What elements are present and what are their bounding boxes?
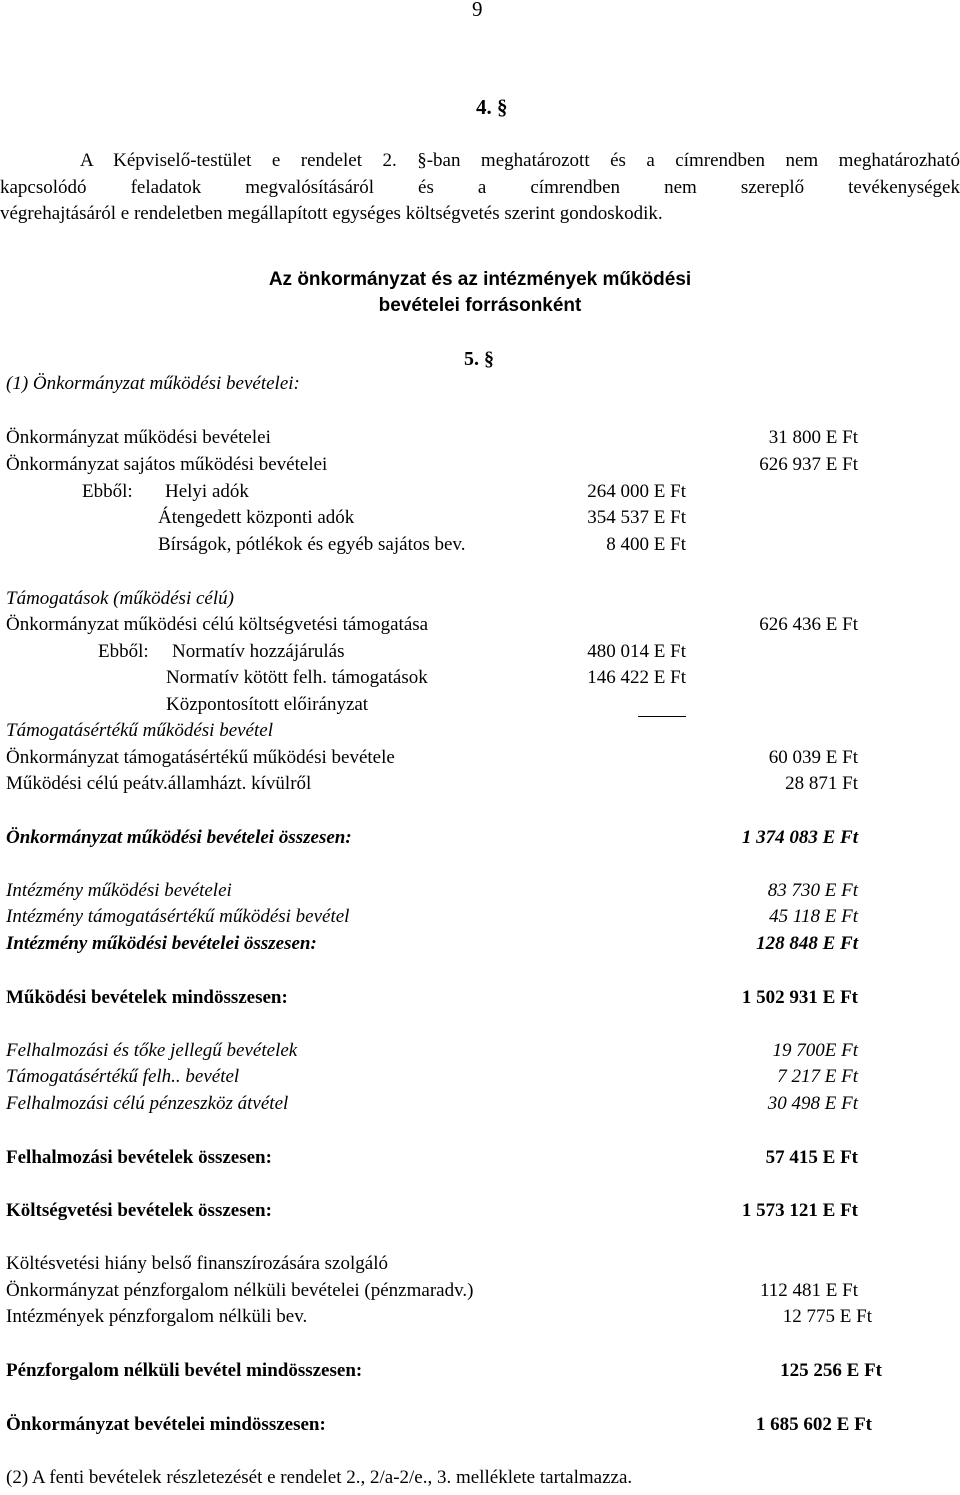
row-label: Önkormányzat támogatásértékű működési bevétele: [6, 747, 395, 768]
row-label: Önkormányzat bevételei mindösszesen:: [6, 1414, 326, 1435]
row-total: 60 039 E Ft: [768, 747, 858, 768]
paragraph-line: kapcsolódó feladatok megvalósításáról és a címrendben nem szereplő tevékenységek: [0, 176, 960, 198]
row-label: Felhalmozási és tőke jellegű bevételek: [6, 1040, 298, 1061]
row-label: Működési célú peátv.államházt. kívülről: [6, 773, 312, 794]
row-label: Intézmények pénzforgalom nélküli bev.: [6, 1306, 308, 1327]
table-heading-line2: bevételei forrásonként: [378, 295, 582, 316]
row-total: 12 775 E Ft: [782, 1306, 872, 1327]
row-total: 31 800 E Ft: [768, 427, 858, 448]
row-total: 626 436 E Ft: [759, 614, 858, 635]
row-subvalue: 354 537 E Ft: [587, 507, 686, 528]
section-4-heading: 4. §: [476, 95, 508, 119]
table-heading-line1: Az önkormányzat és az intézmények működési: [268, 269, 692, 290]
row-label: Átengedett központi adók: [158, 507, 355, 528]
row-label: Támogatásértékű működési bevétel: [6, 720, 273, 741]
row-subvalue: 146 422 E Ft: [587, 667, 686, 688]
row-total: 57 415 E Ft: [765, 1147, 858, 1168]
row-total: 1 502 931 E Ft: [741, 987, 858, 1008]
row-total: 45 118 E Ft: [769, 906, 858, 927]
row-total: 1 685 602 E Ft: [755, 1414, 872, 1435]
row-label: Központosított előirányzat: [166, 694, 369, 715]
row-total: 19 700E Ft: [772, 1040, 858, 1061]
row-total: 112 481 E Ft: [760, 1280, 858, 1301]
row-prefix: Ebből:: [82, 481, 133, 502]
row-label: Normatív hozzájárulás: [172, 641, 345, 662]
row-label: Önkormányzat pénzforgalom nélküli bevételei (pénzmaradv.): [6, 1280, 474, 1301]
row-subvalue: 264 000 E Ft: [587, 481, 686, 502]
row-label: Intézmény támogatásértékű működési bevétel: [6, 906, 350, 927]
row-label: Intézmény működési bevételei összesen:: [6, 933, 317, 954]
row-label: Működési bevételek mindösszesen:: [6, 987, 288, 1008]
row-total: 125 256 E Ft: [780, 1360, 882, 1381]
row-label: Pénzforgalom nélküli bevétel mindösszesen:: [6, 1360, 363, 1381]
row-label: Felhalmozási bevételek összesen:: [6, 1147, 272, 1168]
row-label: Felhalmozási célú pénzeszköz átvétel: [6, 1093, 289, 1114]
row-label: Költségvetési bevételek összesen:: [6, 1200, 272, 1221]
row-label: Támogatások (működési célú): [6, 588, 234, 609]
row-label: Támogatásértékű felh.. bevétel: [6, 1066, 240, 1087]
row-total: 1 573 121 E Ft: [741, 1200, 858, 1221]
paragraph-line: A Képviselő-testület e rendelet 2. §-ban meghatározott és a címrendben nem meghatározható: [80, 150, 960, 171]
row-label: Önkormányzat működési bevételei összesen:: [6, 827, 352, 848]
intro-paragraph: [0, 148, 960, 228]
row-label: Normatív kötött felh. támogatások: [166, 667, 428, 688]
subsection-1-title: (1) Önkormányzat működési bevételei:: [6, 373, 300, 394]
row-total: 28 871 Ft: [785, 773, 858, 794]
row-total: 7 217 E Ft: [777, 1066, 858, 1087]
row-prefix: Ebből:: [98, 641, 149, 662]
section-5-heading: 5. §: [464, 348, 494, 370]
row-total: 626 937 E Ft: [759, 454, 858, 475]
row-subvalue: 480 014 E Ft: [587, 641, 686, 662]
row-label: Önkormányzat működési célú költségvetési támogatása: [6, 614, 429, 635]
footer-note: (2) A fenti bevételek részletezését e rendelet 2., 2/a-2/e., 3. melléklete tartalmazza.: [6, 1467, 633, 1488]
row-label: Önkormányzat működési bevételei: [6, 427, 271, 448]
row-label: Önkormányzat sajátos működési bevételei: [6, 454, 328, 475]
row-total: 1 374 083 E Ft: [741, 827, 858, 848]
paragraph-line: végrehajtásáról e rendeletben megállapított egységes költségvetés szerint gondoskodik.: [0, 203, 663, 224]
row-label: Bírságok, pótlékok és egyéb sajátos bev.: [158, 534, 466, 555]
blank-value-line: [638, 716, 686, 717]
row-total: 30 498 E Ft: [767, 1093, 858, 1114]
row-label: Intézmény működési bevételei: [6, 880, 232, 901]
page-number: 9: [472, 0, 483, 21]
row-label: Helyi adók: [165, 481, 249, 502]
row-total: 128 848 E Ft: [756, 933, 858, 954]
row-label: Költésvetési hiány belső finanszírozására szolgáló: [6, 1253, 388, 1274]
row-total: 83 730 E Ft: [767, 880, 858, 901]
row-subvalue: 8 400 E Ft: [606, 534, 686, 555]
